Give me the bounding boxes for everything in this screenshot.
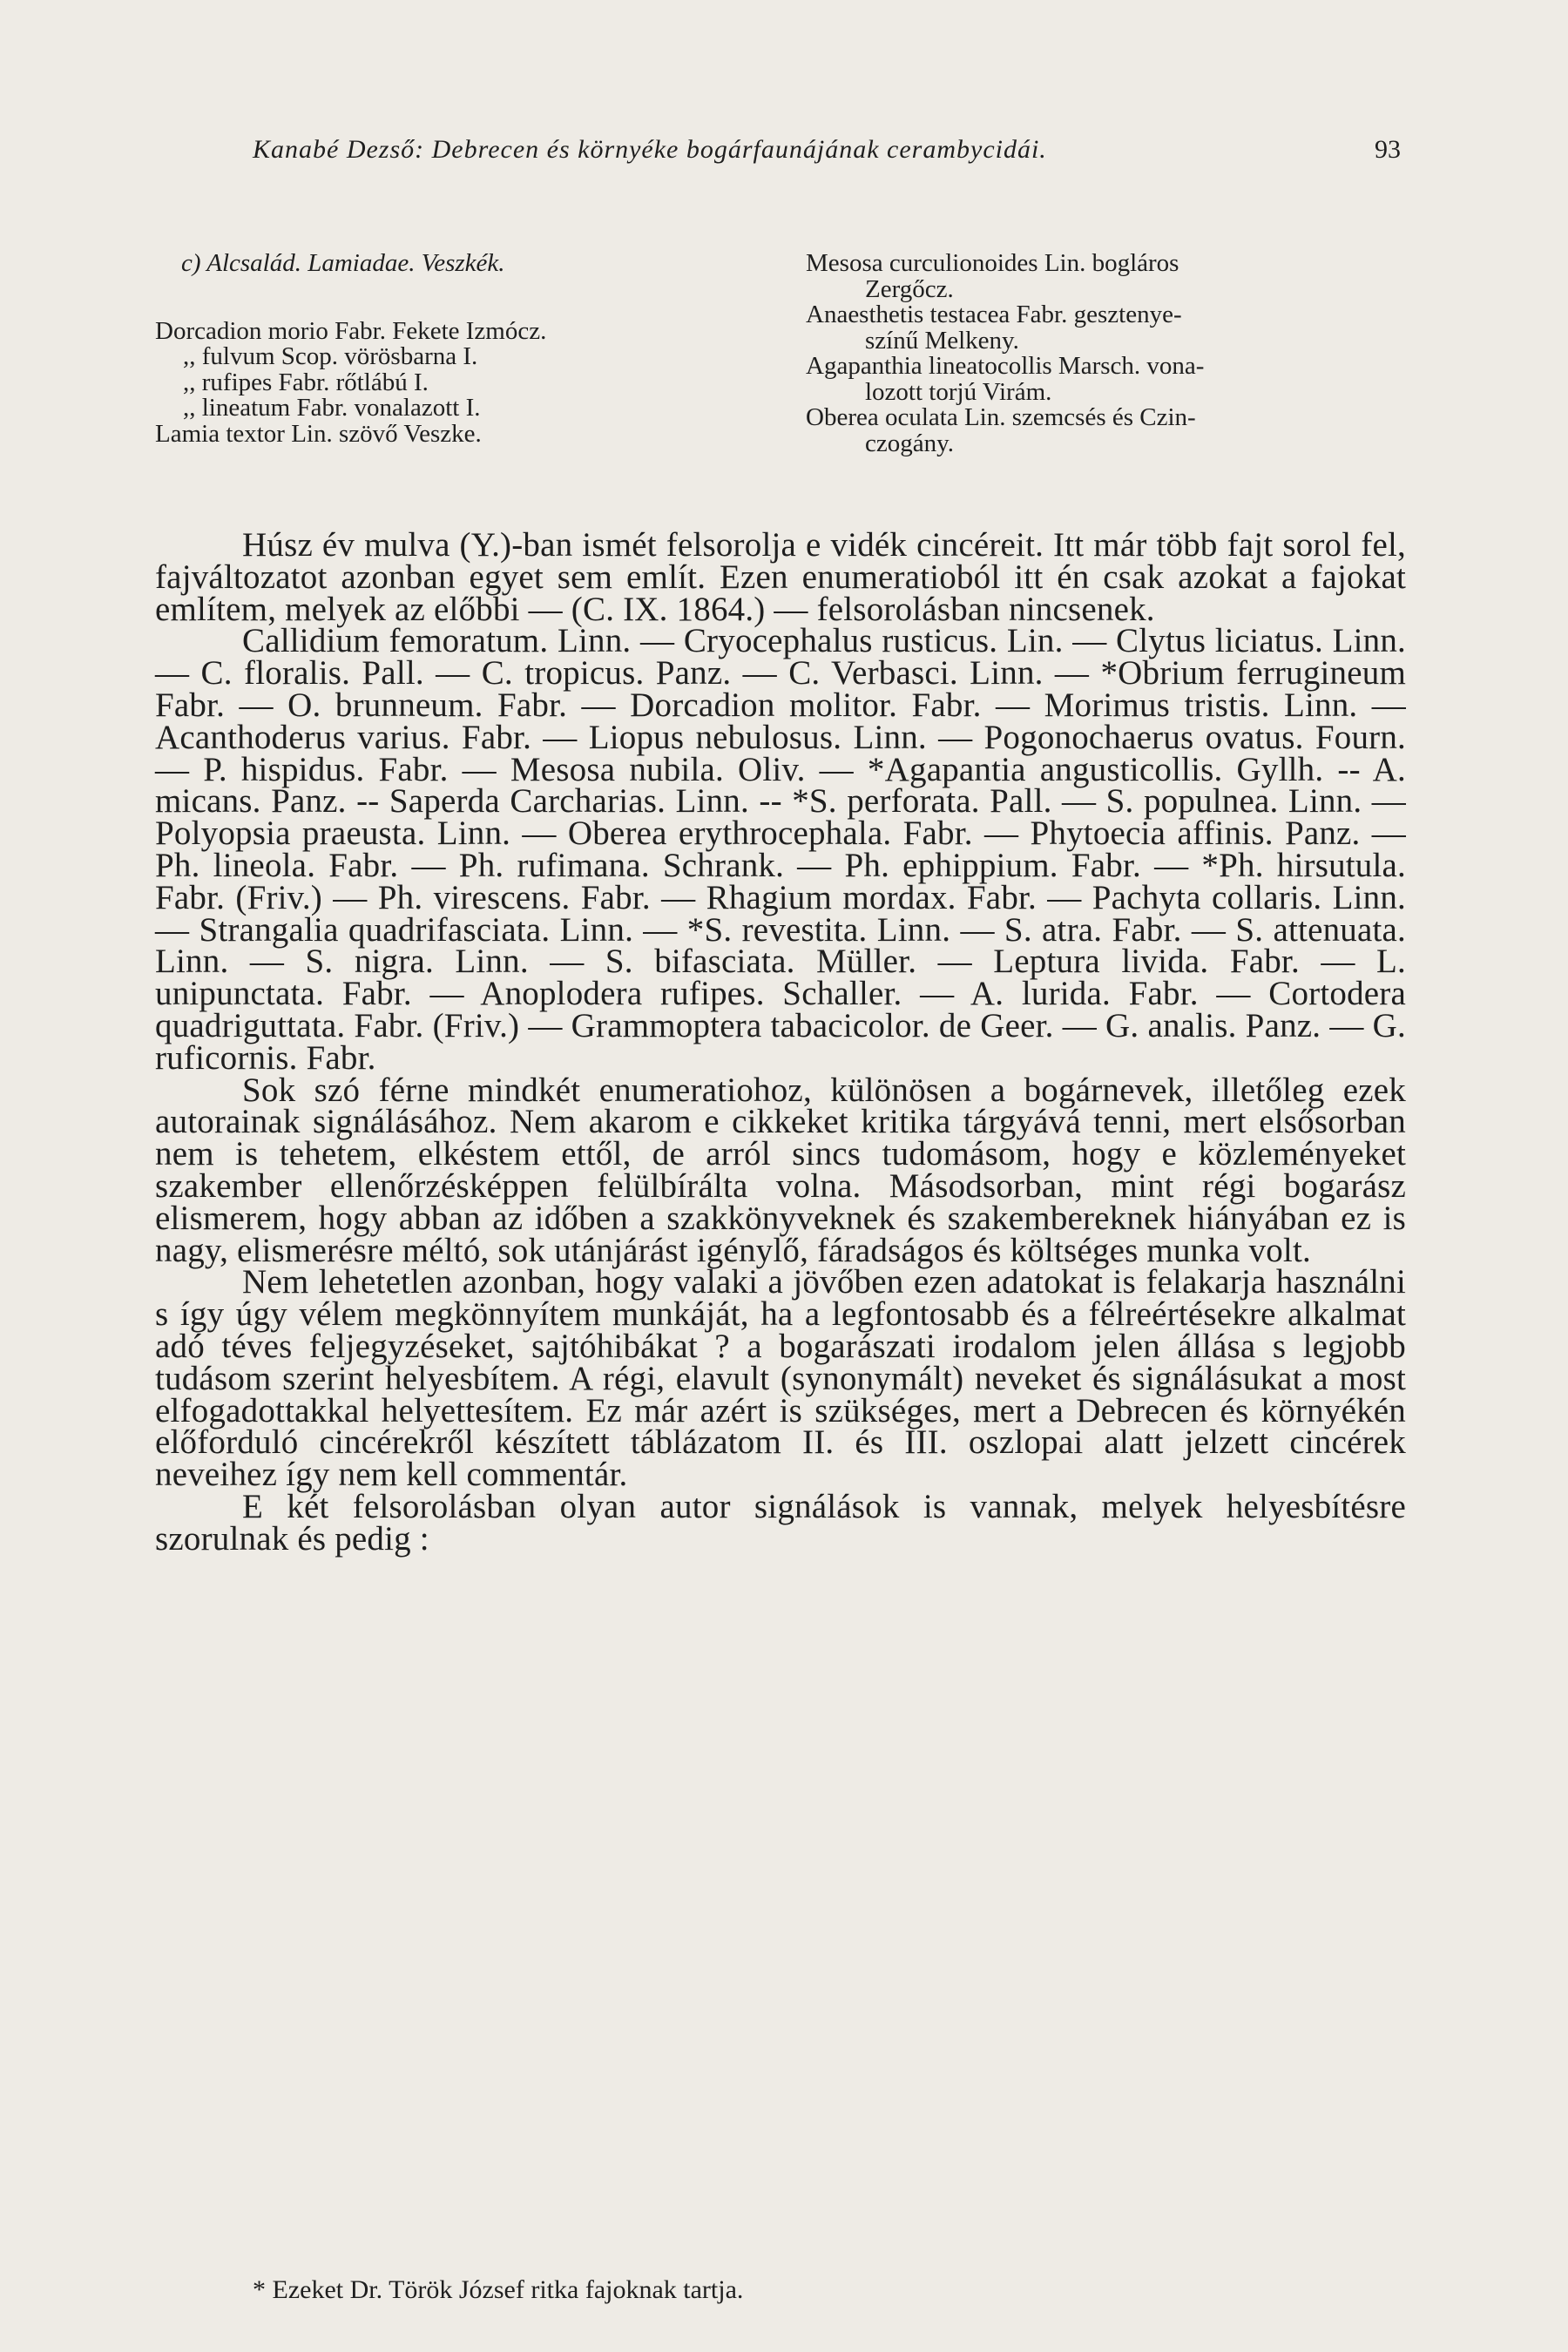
species-line: Dorcadion morio Fabr. Fekete Izmócz.: [155, 316, 547, 345]
right-column: [806, 251, 1433, 456]
running-head: Kanabé Dezső: Debrecen és környéke bogárfaunájának cerambycidái.: [253, 135, 1047, 164]
species-line: Oberea oculata Lin. szemcsés és Czin-: [806, 403, 1196, 431]
species-line: lozott torjú Virám.: [865, 377, 1052, 406]
footnote-text: Ezeket Dr. Török József ritka fajoknak tartja.: [272, 2275, 744, 2304]
paragraph: Húsz év mulva (Y.)-ban ismét felsorolja e vidék cincéreit. Itt már több fajt sorol fel, fajváltozatot azonban egyet sem említ. Ezen enumeratioból itt én csak azokat a fajokat említem, melyek az előbbi — (C. IX. 1864.) — felsorolásban nincsenek.: [155, 526, 1406, 628]
page-header: [0, 135, 1568, 179]
paragraph: E két felsorolásban olyan autor signálások is vannak, melyek helyesbítésre szorulnak és pedig :: [155, 1487, 1406, 1558]
paragraph: Sok szó férne mindkét enumeratiohoz, különösen a bogárnevek, illetőleg ezek autorainak signálásához. Nem akarom e cikkeket kritika tárgyává tenni, mert elsősorban nem is tehetem, elkéstem ettől, de arról sincs tudomásom, hogy e közleményeket szakember ellenőrzésképpen felülbírálta volna. Másodsorban, mint régi bogarász elismerem, hogy abban az időben a szakkönyveknek és szakembereknek hiányában ez is nagy, elismerésre méltó, sok utánjárást igénylő, fáradságos és költséges munka volt.: [155, 1071, 1406, 1269]
subfamily-heading: c) Alcsalád. Lamiadae. Veszkék.: [181, 249, 505, 277]
species-line: Agapanthia lineatocollis Marsch. vona-: [806, 352, 1205, 380]
body-text: [155, 526, 1406, 1558]
species-line: czogány.: [865, 429, 954, 457]
species-line: ,, rufipes Fabr. rőtlábú I.: [183, 368, 429, 396]
footnote-marker: *: [253, 2275, 266, 2304]
species-line: Lamia textor Lin. szövő Veszke.: [155, 419, 482, 448]
species-line: Zergőcz.: [865, 274, 954, 303]
species-line: ,, fulvum Scop. vörösbarna I.: [183, 342, 478, 370]
species-line: színű Melkeny.: [865, 326, 1019, 355]
paragraph: Nem lehetetlen azonban, hogy valaki a jövőben ezen adatokat is felakarja használni s így úgy vélem megkönnyítem munkáját, ha a legfontosabb és a félreértésekre alkalmat adó téves feljegyzéseket, sajtóhibákat ? a bogarászati irodalom jelen állása s legjobb tudásom szerint helyesbítem. A régi, elavult (synonymált) neveket és signálásukat a most elfogadottakkal helyettesítem. Ez már azért is szükséges, mert a Debrecen és környékén előforduló cincérekről készített táblázatom II. és III. oszlopai alatt jelzett cincérek neveihez így nem kell commentár.: [155, 1263, 1406, 1494]
species-line: Mesosa curculionoides Lin. bogláros: [806, 249, 1179, 277]
species-line: Anaesthetis testacea Fabr. gesztenye-: [806, 301, 1182, 328]
footnote: [253, 2275, 743, 2305]
species-line: ,, lineatum Fabr. vonalazott I.: [183, 394, 481, 422]
page-number: 93: [1375, 135, 1401, 164]
paragraph-species-list: Callidium femoratum. Linn. — Cryocephalus rusticus. Lin. — Clytus liciatus. Linn. — C. floralis. Pall. — C. tropicus. Panz. — C. Verbasci. Linn. — *Obrium ferrugineum Fabr. — O. brunneum. Fabr. — Dorcadion molitor. Fabr. — Morimus tristis. Linn. — Acanthoderus varius. Fabr. — Liopus nebulosus. Linn. — Pogonochaerus ovatus. Fourn. — P. hispidus. Fabr. — Mesosa nubila. Oliv. — *Agapantia angusticollis. Gyllh. -- A. micans. Panz. -- Saperda Carcharias. Linn. -- *S. perforata. Pall. — S. populnea. Linn. — Polyopsia praeusta. Linn. — Oberea erythrocephala. Fabr. — Phytoecia affinis. Panz. — Ph. lineola. Fabr. — Ph. rufimana. Schrank. — Ph. ephippium. Fabr. — *Ph. hirsutula. Fabr. (Friv.) — Ph. virescens. Fabr. — Rhagium mordax. Fabr. — Pachyta collaris. Linn. — Strangalia quadrifasciata. Linn. — *S. revestita. Linn. — S. atra. Fabr. — S. attenuata. Linn. — S. nigra. Linn. — S. bifasciata. Müller. — Leptura livida. Fabr. — L. unipunctata. Fabr. — Anoplodera rufipes. Schaller. — A. lurida. Fabr. — Cortodera quadriguttata. Fabr. (Friv.) — Grammoptera tabacicolor. de Geer. — G. analis. Panz. — G. ruficornis. Fabr.: [155, 622, 1406, 1077]
left-column: [155, 251, 765, 447]
